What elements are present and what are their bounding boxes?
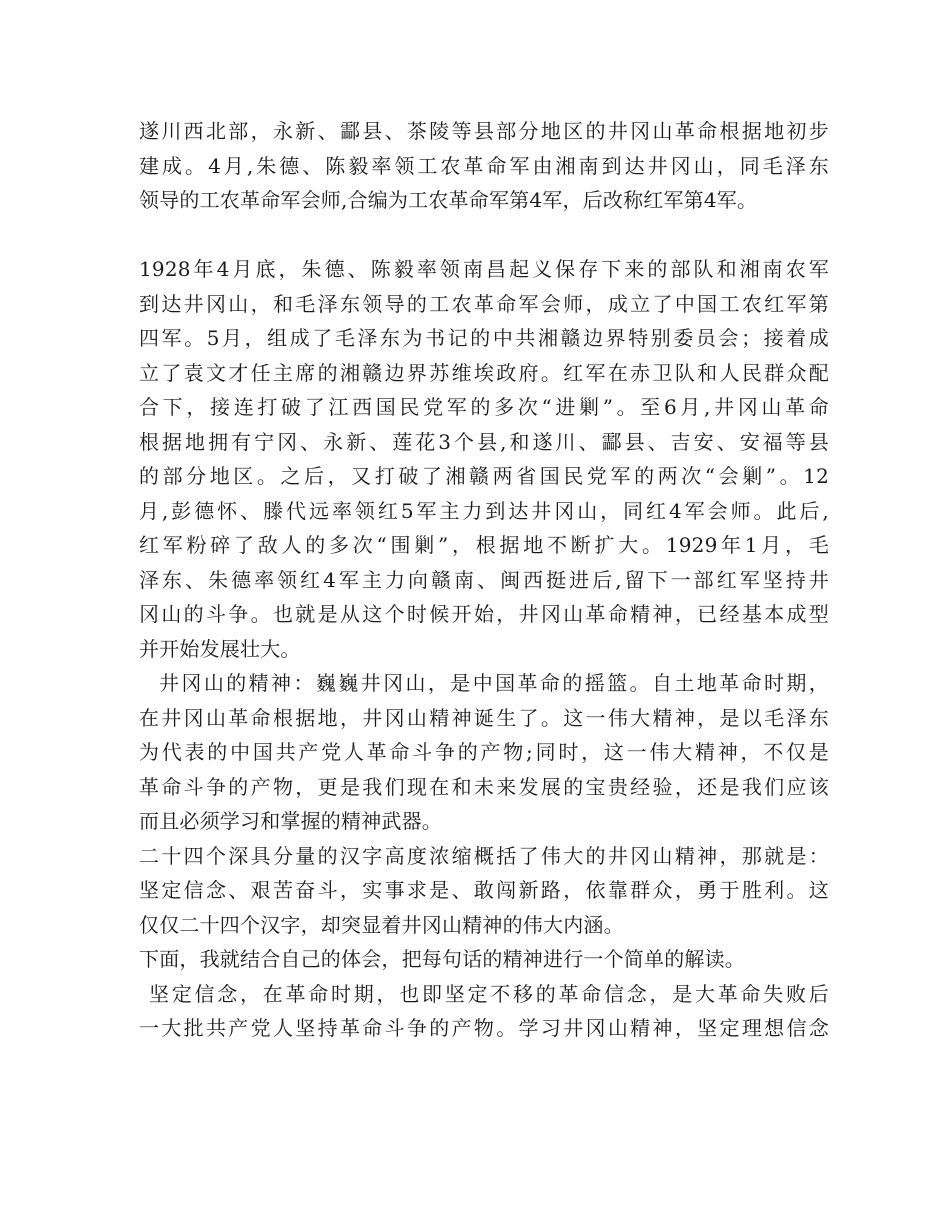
document-body [139, 114, 829, 1046]
text-line: 1928年4月底，朱德、陈毅率领南昌起义保存下来的部队和湘南农军 [139, 257, 829, 281]
text-line: 仅仅二十四个汉字，却突显着井冈山精神的伟大内涵。 [139, 912, 624, 937]
text-line: 革命斗争的产物，更是我们现在和未来发展的宝贵经验，还是我们应该 [139, 774, 829, 799]
text-line: 泽东、朱德率领红4军主力向赣南、闽西挺进后,留下一部红军坚持井 [139, 567, 829, 592]
text-line: 冈山的斗争。也就是从这个时候开始，井冈山革命精神，已经基本成型 [139, 602, 829, 626]
text-line: 为代表的中国共产党人革命斗争的产物;同时，这一伟大精神，不仅是 [139, 740, 829, 764]
paragraph-2 [139, 252, 829, 666]
text-line: 月,彭德怀、滕代远率领红5军主力到达井冈山，同红4军会师。此后, [139, 498, 829, 523]
text-line: 根据地拥有宁冈、永新、莲花3个县,和遂川、酃县、吉安、安福等县 [139, 429, 829, 454]
text-line: 建成。4月,朱德、陈毅率领工农革命军由湘南到达井冈山，同毛泽东 [139, 153, 829, 178]
text-line: 坚定信念、艰苦奋斗，实事求是、敢闯新路，依靠群众，勇于胜利。这 [139, 878, 829, 902]
text-line: 红军粉碎了敌人的多次“围剿”，根据地不断扩大。1929年1月，毛 [139, 533, 829, 557]
text-line: 领导的工农革命军会师,合编为工农革命军第4军，后改称红军第4军。 [139, 188, 758, 212]
text-line: 立了袁文才任主席的湘赣边界苏维埃政府。红军在赤卫队和人民群众配 [139, 360, 829, 385]
text-line: 一大批共产党人坚持革命斗争的产物。学习井冈山精神，坚定理想信念 [139, 1016, 829, 1040]
text-line: 的部分地区。之后，又打破了湘赣两省国民党军的两次“会剿”。12 [139, 464, 829, 488]
text-line: 遂川西北部，永新、酃县、茶陵等县部分地区的井冈山革命根据地初步 [139, 119, 829, 143]
text-line: 二十四个深具分量的汉字高度浓缩概括了伟大的井冈山精神，那就是： [139, 843, 829, 868]
text-line: 并开始发展壮大。 [139, 636, 301, 661]
text-line: 到达井冈山，和毛泽东领导的工农革命军会师，成立了中国工农红军第 [139, 291, 829, 316]
paragraph-1 [139, 114, 829, 218]
paragraph-6 [139, 977, 829, 1046]
paragraph-5 [139, 942, 829, 977]
text-line: 而且必须学习和掌握的精神武器。 [139, 809, 442, 833]
text-line: 在井冈山革命根据地，井冈山精神诞生了。这一伟大精神，是以毛泽东 [139, 705, 829, 730]
paragraph-4 [139, 839, 829, 943]
text-line: 四军。5月，组成了毛泽东为书记的中共湘赣边界特别委员会；接着成 [139, 326, 829, 350]
text-line: 下面，我就结合自己的体会，把每句话的精神进行一个简单的解读。 [139, 947, 745, 971]
text-line: 坚定信念，在革命时期，也即坚定不移的革命信念，是大革命失败后 [149, 981, 829, 1006]
text-line: 合下，接连打破了江西国民党军的多次“进剿”。至6月,井冈山革命 [139, 395, 829, 419]
text-line: 井冈山的精神：巍巍井冈山，是中国革命的摇篮。自土地革命时期， [159, 671, 829, 695]
paragraph-3 [139, 666, 829, 839]
paragraph-spacer [139, 218, 829, 253]
